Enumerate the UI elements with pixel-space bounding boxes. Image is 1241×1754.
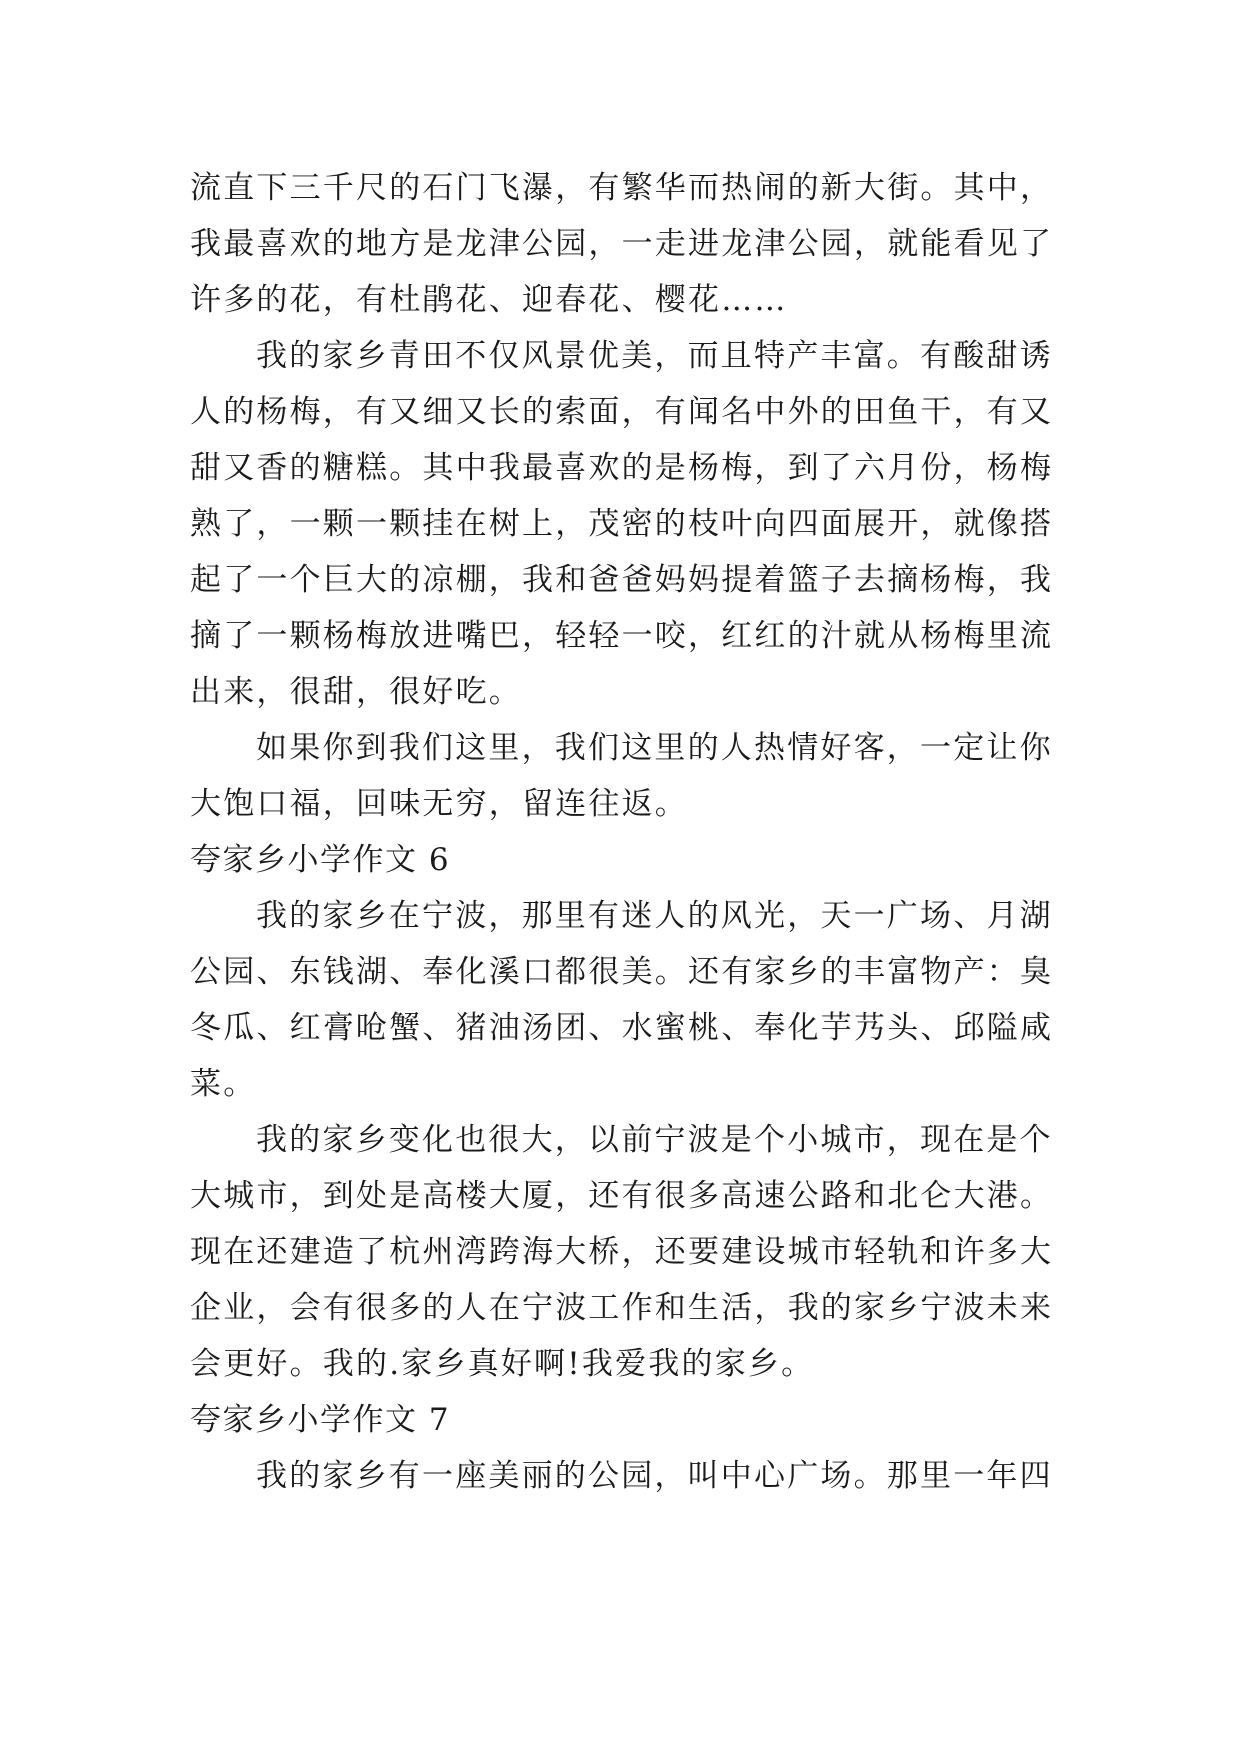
text-line: 起了一个巨大的凉棚，我和爸爸妈妈提着篮子去摘杨梅，我: [190, 562, 1054, 598]
text-line: 人的杨梅，有又细又长的索面，有闻名中外的田鱼干，有又: [190, 394, 1054, 430]
text-line: 许多的花，有杜鹃花、迎春花、樱花……: [190, 282, 788, 318]
text-line: 企业，会有很多的人在宁波工作和生活，我的家乡宁波未来: [190, 1290, 1054, 1326]
text-line: 大城市，到处是高楼大厦，还有很多高速公路和北仑大港。: [190, 1178, 1054, 1214]
text-line: 菜。: [190, 1066, 257, 1102]
text-line: 甜又香的糖糕。其中我最喜欢的是杨梅，到了六月份，杨梅: [190, 450, 1054, 486]
text-line: 摘了一颗杨梅放进嘴巴，轻轻一咬，红红的汁就从杨梅里流: [190, 618, 1054, 654]
paragraph-first-line: 我的家乡变化也很大，以前宁波是个小城市，现在是个: [256, 1122, 1053, 1158]
section-heading: 夸家乡小学作文 7: [190, 1402, 451, 1438]
text-line: 熟了，一颗一颗挂在树上，茂密的枝叶向四面展开，就像搭: [190, 506, 1054, 542]
paragraph-first-line: 我的家乡在宁波，那里有迷人的风光，天一广场、月湖: [256, 898, 1053, 934]
text-line: 流直下三千尺的石门飞瀑，有繁华而热闹的新大街。其中，: [190, 170, 1054, 206]
paragraph-first-line: 我的家乡有一座美丽的公园，叫中心广场。那里一年四: [256, 1458, 1053, 1494]
text-line: 大饱口福，回味无穷，留连往返。: [190, 786, 688, 822]
text-line: 出来，很甜，很好吃。: [190, 674, 522, 710]
paragraph-first-line: 如果你到我们这里，我们这里的人热情好客，一定让你: [256, 730, 1053, 766]
section-heading: 夸家乡小学作文 6: [190, 842, 451, 878]
text-line: 现在还建造了杭州湾跨海大桥，还要建设城市轻轨和许多大: [190, 1234, 1054, 1270]
text-line: 会更好。我的.家乡真好啊!我爱我的家乡。: [190, 1346, 815, 1382]
text-line: 我最喜欢的地方是龙津公园，一走进龙津公园，就能看见了: [190, 226, 1054, 262]
essay-body: [190, 160, 1070, 1504]
text-line: 公园、东钱湖、奉化溪口都很美。还有家乡的丰富物产：臭: [190, 954, 1054, 990]
paragraph-first-line: 我的家乡青田不仅风景优美，而且特产丰富。有酸甜诱: [256, 338, 1053, 374]
text-line: 冬瓜、红膏呛蟹、猪油汤团、水蜜桃、奉化芋艿头、邱隘咸: [190, 1010, 1054, 1046]
